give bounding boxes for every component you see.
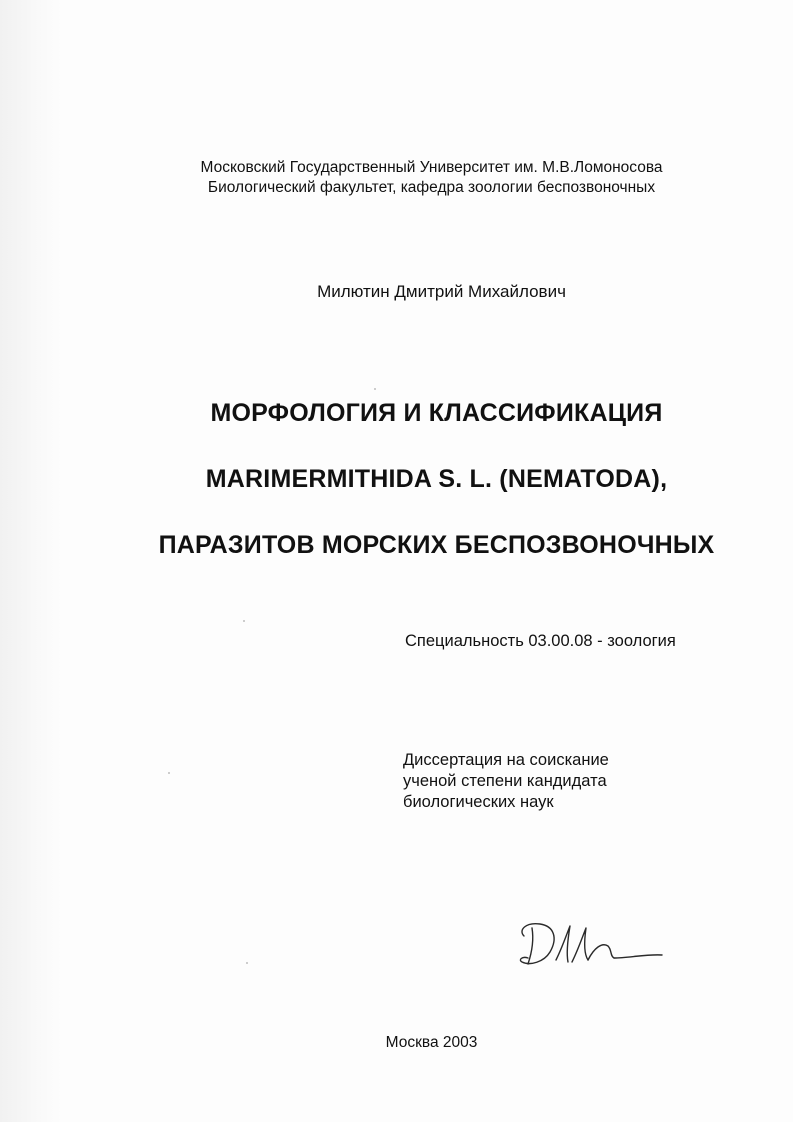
scan-speck [168,772,170,774]
degree-line-2: ученой степени кандидата [403,772,607,790]
author-signature [510,908,675,978]
title-line-1: МОРФОЛОГИЯ И КЛАССИФИКАЦИЯ [210,399,663,427]
author-name: Милютин Дмитрий Михайлович [317,282,566,301]
scan-speck [243,620,245,622]
degree-statement [403,750,609,813]
faculty-name: Биологический факультет, кафедра зоологии беспозвоночных [207,179,656,196]
scan-speck [374,388,376,390]
dissertation-title [0,395,793,593]
specialty-line: Специальность 03.00.08 - зоология [405,632,676,650]
university-name: Московский Государственный Университет им. М.В.Ломоносова [200,159,663,176]
city-year: Москва 2003 [385,1034,478,1051]
degree-line-3: биологических наук [403,793,554,811]
title-line-2: MARIMERMITHIDA S. L. (NEMATODA), [205,465,668,493]
scan-speck [246,962,248,964]
title-line-3: ПАРАЗИТОВ МОРСКИХ БЕСПОЗВОНОЧНЫХ [158,531,715,559]
institution-header [0,158,793,198]
degree-line-1: Диссертация на соискание [403,751,609,769]
